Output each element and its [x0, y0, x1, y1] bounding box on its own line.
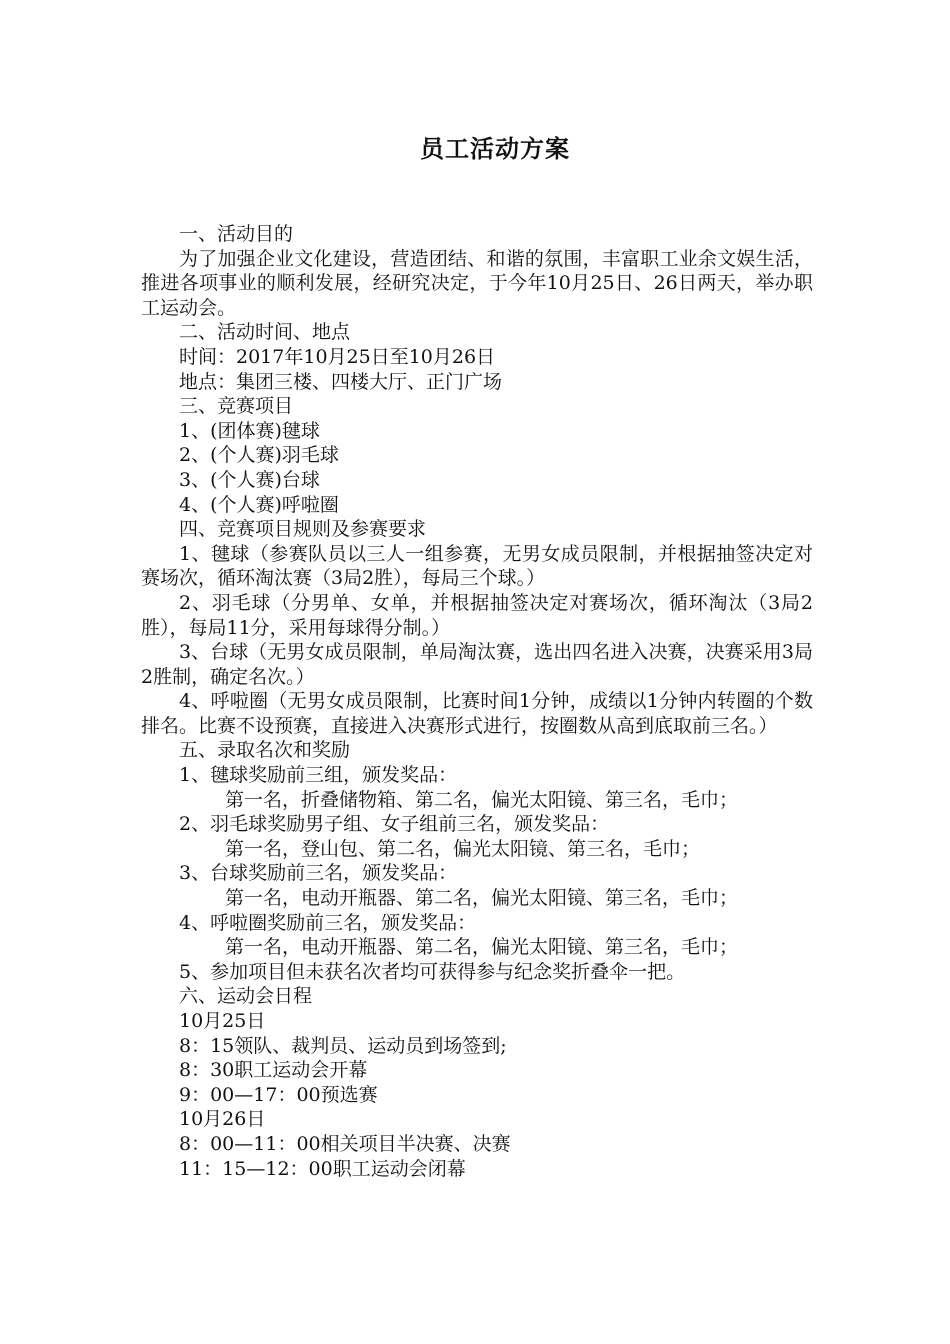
schedule-date-2: 10月26日: [179, 1108, 266, 1131]
paragraph-place: 地点：集团三楼、四楼大厅、正门广场: [179, 370, 503, 393]
heading-events: 三、竞赛项目: [179, 395, 294, 418]
heading-rules: 四、竞赛项目规则及参赛要求: [179, 518, 427, 541]
schedule-entry-2: 8：30职工运动会开幕: [179, 1059, 368, 1082]
award-item-4-prizes: 第一名，电动开瓶器、第二名，偏光太阳镜、第三名，毛巾；: [225, 936, 739, 959]
schedule-entry-4: 8：00—11：00相关项目半决赛、决赛: [179, 1132, 511, 1155]
schedule-entry-1: 8：15领队、裁判员、运动员到场签到;: [179, 1034, 507, 1057]
award-item-1: 1、毽球奖励前三组，颁发奖品：: [179, 764, 458, 787]
event-item-3: 3、(个人赛)台球: [179, 468, 320, 491]
document-title: 员工活动方案: [420, 135, 570, 163]
rule-item-4: 4、呼啦圈（无男女成员限制，比赛时间1分钟，成绩以1分钟内转圈的个数排名。比赛不设预赛，直接进入决赛形式进行，按圈数从高到底取前三名。）: [141, 690, 813, 737]
award-item-1-prizes: 第一名，折叠储物箱、第二名，偏光太阳镜、第三名，毛巾；: [225, 788, 739, 811]
schedule-entry-3: 9：00—17：00预选赛: [179, 1083, 378, 1106]
rule-item-2: 2、羽毛球（分男单、女单，并根据抽签决定对赛场次，循环淘汰（3局2胜），每局11分，采用每球得分制。）: [141, 591, 813, 639]
event-item-2: 2、(个人赛)羽毛球: [179, 444, 339, 467]
award-item-3: 3、台球奖励前三名，颁发奖品：: [179, 862, 458, 885]
award-item-2-prizes: 第一名，登山包、第二名，偏光太阳镜、第三名，毛巾；: [225, 837, 701, 860]
rule-item-3: 3、台球（无男女成员限制，单局淘汰赛，选出四名进入决赛，决赛采用3局2胜制，确定名次。）: [141, 641, 813, 688]
rule-item-1: 1、毽球（参赛队员以三人一组参赛，无男女成员限制，并根据抽签决定对赛场次，循环淘汰赛（3局2胜），每局三个球。）: [141, 542, 813, 590]
paragraph-purpose-text: 为了加强企业文化建设，营造团结、和谐的氛围，丰富职工业余文娱生活，推进各项事业的顺利发展，经研究决定，于今年10月25日、26日两天，举办职工运动会。: [141, 247, 813, 319]
schedule-entry-5: 11：15—12：00职工运动会闭幕: [179, 1157, 466, 1180]
award-item-3-prizes: 第一名，电动开瓶器、第二名，偏光太阳镜、第三名，毛巾；: [225, 887, 739, 910]
heading-schedule: 六、运动会日程: [179, 985, 313, 1008]
document-body: [141, 222, 813, 1181]
event-item-1: 1、(团体赛)毽球: [179, 419, 320, 442]
award-item-2: 2、羽毛球奖励男子组、女子组前三名，颁发奖品：: [179, 813, 610, 836]
award-item-5: 5、参加项目但未获名次者均可获得参与纪念奖折叠伞一把。: [179, 960, 686, 983]
event-item-4: 4、(个人赛)呼啦圈: [179, 493, 339, 516]
heading-time-place: 二、活动时间、地点: [179, 321, 351, 344]
heading-awards: 五、录取名次和奖励: [179, 739, 351, 762]
paragraph-time: 时间：2017年10月25日至10月26日: [179, 345, 496, 368]
heading-activity-purpose: 一、活动目的: [179, 223, 294, 245]
award-item-4: 4、呼啦圈奖励前三名，颁发奖品：: [179, 911, 477, 934]
schedule-date-1: 10月25日: [179, 1010, 266, 1032]
